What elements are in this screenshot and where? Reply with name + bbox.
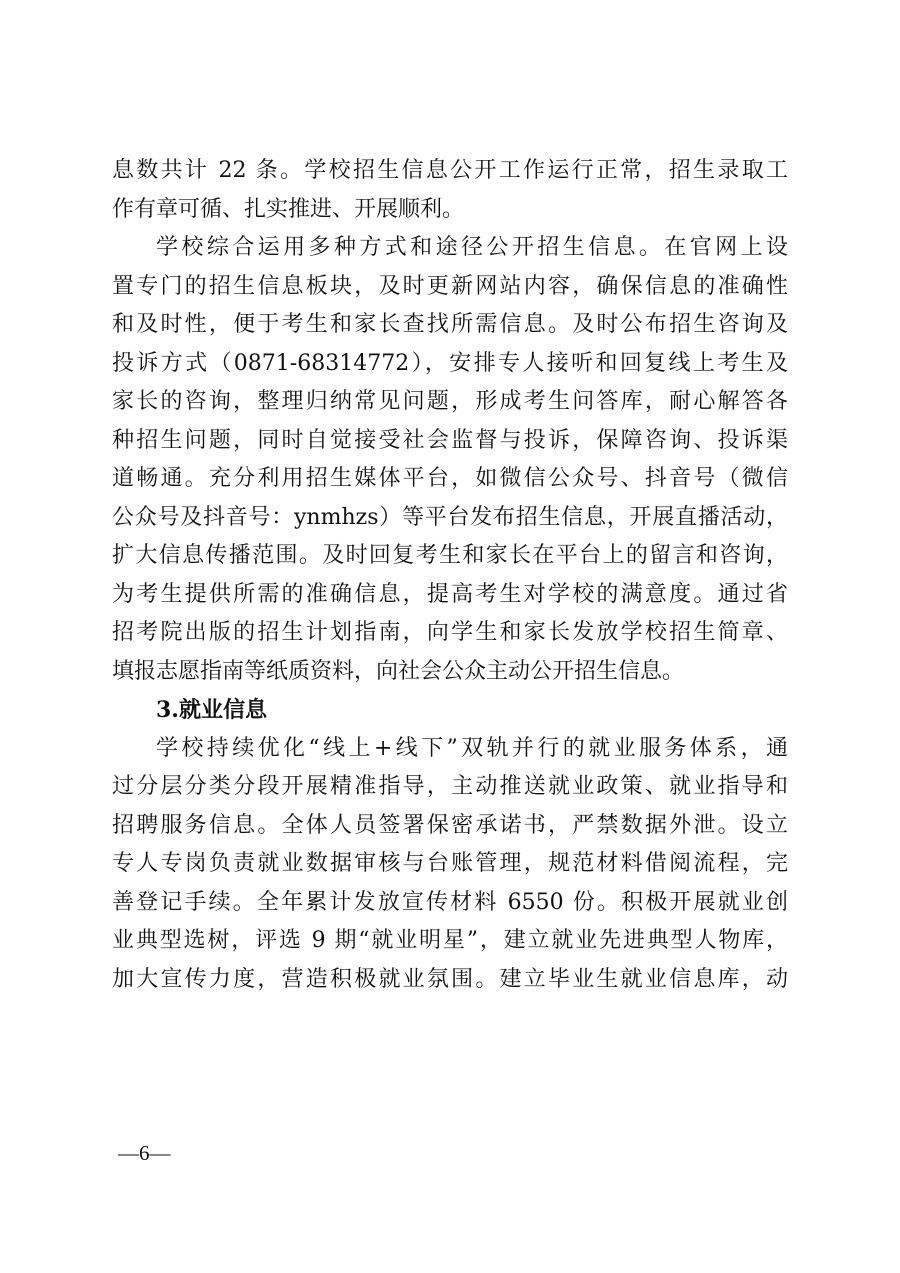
paragraph-line: 道畅通。充分利用招生媒体平台，如微信公众号、抖音号（微信 [112,466,788,491]
paragraph-line: 为考生提供所需的准确信息，提高考生对学校的满意度。通过省 [112,581,788,607]
paragraph-line: 招聘服务信息。全体人员签署保密承诺书，严禁数据外泄。设立 [112,812,788,838]
paragraph-line: 息数共计 22 条。学校招生信息公开工作运行正常，招生录取工 [112,158,788,183]
paragraph-line: 学校持续优化“线上+线下”双轨并行的就业服务体系，通 [156,735,788,761]
paragraph-line: 投诉方式（0871-68314772），安排专人接听和回复线上考生及 [112,350,788,376]
body-text [112,152,788,999]
section-heading: 3.就业信息 [156,697,267,723]
paragraph-line: 和及时性，便于考生和家长查找所需信息。及时公布招生咨询及 [112,312,788,337]
paragraph-line: 作有章可循、扎实推进、开展顺利。 [112,196,465,222]
paragraph-line: 专人专岗负责就业数据审核与台账管理，规范材料借阅流程，完 [112,851,788,876]
paragraph-line: 填报志愿指南等纸质资料，向社会公众主动公开招生信息。 [112,658,685,684]
paragraph-line: 加大宣传力度，营造积极就业氛围。建立毕业生就业信息库，动 [112,966,788,992]
paragraph-line: 过分层分类分段开展精准指导，主动推送就业政策、就业指导和 [112,774,788,799]
paragraph-line: 种招生问题，同时自觉接受社会监督与投诉，保障咨询、投诉渠 [112,427,788,453]
paragraph-line: 家长的咨询，整理归纳常见问题，形成考生问答库，耐心解答各 [112,389,788,414]
page-number: —6— [118,1141,171,1165]
paragraph-line: 学校综合运用多种方式和途径公开招生信息。在官网上设 [156,235,788,260]
paragraph-line: 置专门的招生信息板块，及时更新网站内容，确保信息的准确性 [112,273,788,299]
paragraph-line: 招考院出版的招生计划指南，向学生和家长发放学校招生简章、 [112,620,788,645]
paragraph-line: 业典型选树，评选 9 期“就业明星”，建立就业先进典型人物库， [112,928,788,953]
paragraph-line: 扩大信息传播范围。及时回复考生和家长在平台上的留言和咨询， [112,543,788,568]
paragraph-line: 公众号及抖音号：ynmhzs）等平台发布招生信息，开展直播活动， [112,504,788,530]
paragraph-line: 善登记手续。全年累计发放宣传材料 6550 份。积极开展就业创 [112,889,788,915]
